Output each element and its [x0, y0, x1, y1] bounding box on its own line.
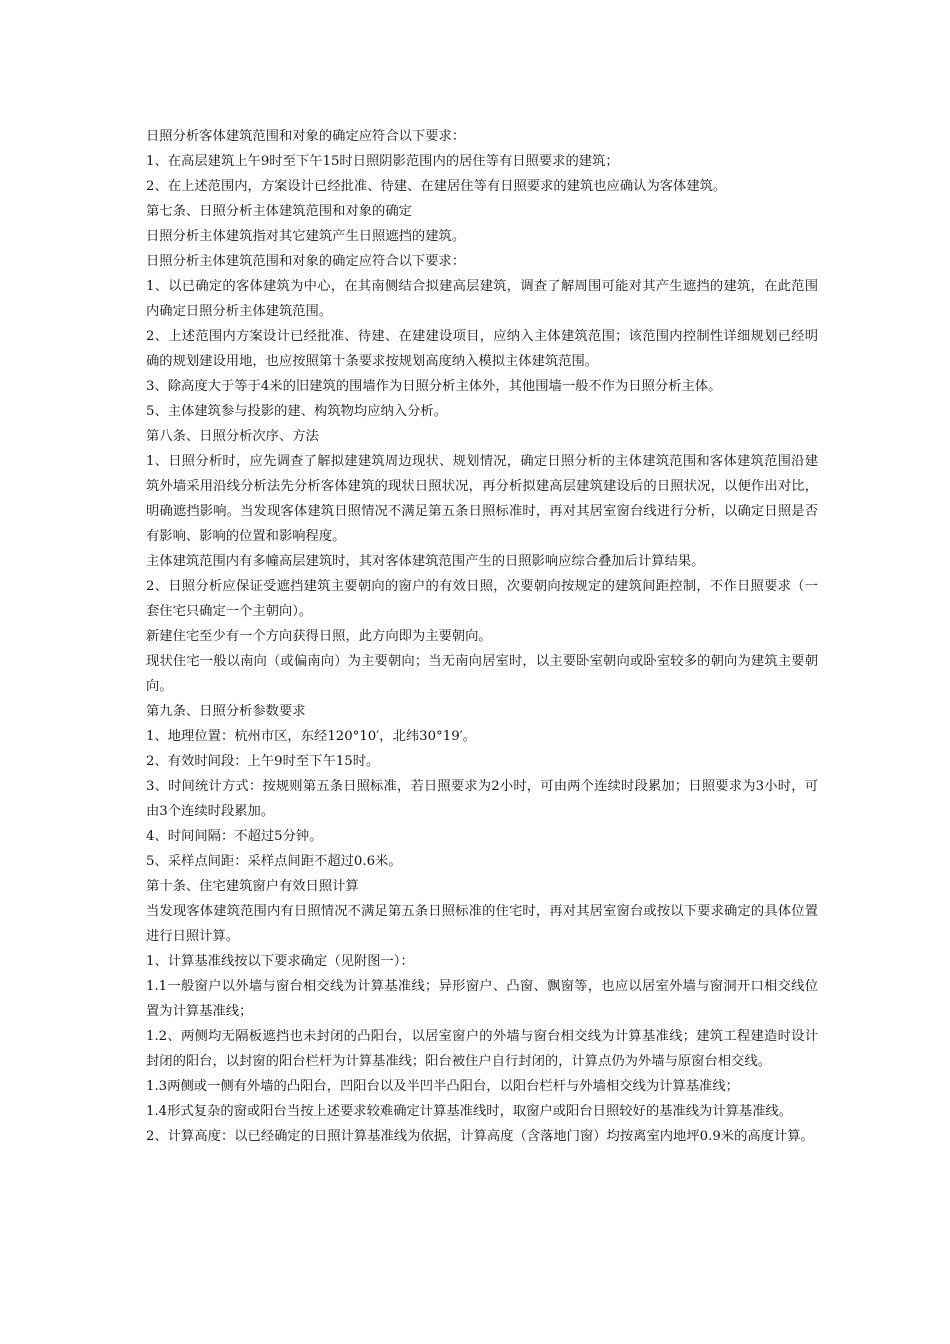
paragraph: 1.3两侧或一侧有外墙的凸阳台，凹阳台以及半凹半凸阳台，以阳台栏杆与外墙相交线为计算基准线； [146, 1079, 739, 1094]
paragraph: 1、日照分析时，应先调查了解拟建建筑周边现状、规划情况，确定日照分析的主体建筑范围和客体建筑范围沿建筑外墙采用沿线分析法先分析客体建筑的现状日照状况，再分析拟建高层建筑建设后的日照状况，以便作出对比，明确遮挡影响。当发现客体建筑日照情况不满足第五条日照标准时，再对其居室窗台线进行分析，以确定日照是否有影响、影响的位置和影响程度。 [146, 454, 818, 544]
section-heading: 第七条、日照分析主体建筑范围和对象的确定 [146, 204, 412, 219]
paragraph: 1、在高层建筑上午9时至下午15时日照阴影范围内的居住等有日照要求的建筑； [146, 154, 619, 169]
section-heading: 第十条、住宅建筑窗户有效日照计算 [146, 879, 359, 894]
paragraph: 2、上述范围内方案设计已经批准、待建、在建建设项目，应纳入主体建筑范围；该范围内控制性详细规划已经明确的规划建设用地，也应按照第十条要求按规划高度纳入模拟主体建筑范围。 [146, 329, 818, 369]
paragraph: 日照分析客体建筑范围和对象的确定应符合以下要求： [146, 129, 466, 144]
section-heading: 第八条、日照分析次序、方法 [146, 429, 319, 444]
paragraph: 5、主体建筑参与投影的建、构筑物均应纳入分析。 [146, 404, 447, 419]
paragraph: 1.4形式复杂的窗或阳台当按上述要求较难确定计算基准线时，取窗户或阳台日照较好的基准线为计算基准线。 [146, 1104, 793, 1119]
document-body [146, 124, 818, 1149]
paragraph: 1、计算基准线按以下要求确定（见附图一）： [146, 954, 414, 969]
paragraph: 日照分析主体建筑指对其它建筑产生日照遮挡的建筑。 [146, 229, 466, 244]
paragraph: 新建住宅至少有一个方向获得日照，此方向即为主要朝向。 [146, 629, 492, 644]
paragraph: 4、时间间隔：不超过5分钟。 [146, 829, 323, 844]
paragraph: 2、有效时间段：上午9时至下午15时。 [146, 754, 380, 769]
paragraph: 日照分析主体建筑范围和对象的确定应符合以下要求： [146, 254, 466, 269]
paragraph: 3、除高度大于等于4米的旧建筑的围墙作为日照分析主体外，其他围墙一般不作为日照分析主体。 [146, 379, 722, 394]
paragraph: 1、以已确定的客体建筑为中心，在其南侧结合拟建高层建筑，调查了解周围可能对其产生遮挡的建筑，在此范围内确定日照分析主体建筑范围。 [146, 279, 818, 319]
paragraph: 现状住宅一般以南向（或偏南向）为主要朝向；当无南向居室时，以主要卧室朝向或卧室较多的朝向为建筑主要朝向。 [146, 654, 818, 694]
paragraph: 2、在上述范围内，方案设计已经批准、待建、在建居住等有日照要求的建筑也应确认为客体建筑。 [146, 179, 727, 194]
paragraph: 1、地理位置：杭州市区，东经120°10′，北纬30°19′。 [146, 729, 476, 744]
paragraph: 3、时间统计方式：按规则第五条日照标准，若日照要求为2小时，可由两个连续时段累加；日照要求为3小时，可由3个连续时段累加。 [146, 779, 818, 819]
section-heading: 第九条、日照分析参数要求 [146, 704, 306, 719]
paragraph: 1.1一般窗户以外墙与窗台相交线为计算基准线；异形窗户、凸窗、飘窗等，也应以居室外墙与窗洞开口相交线位置为计算基准线； [146, 979, 818, 1019]
paragraph: 当发现客体建筑范围内有日照情况不满足第五条日照标准的住宅时，再对其居室窗台或按以下要求确定的具体位置进行日照计算。 [146, 904, 818, 944]
paragraph: 5、采样点间距：采样点间距不超过0.6米。 [146, 854, 402, 869]
paragraph: 2、计算高度：以已经确定的日照计算基准线为依据，计算高度（含落地门窗）均按离室内地坪0.9米的高度计算。 [146, 1129, 814, 1144]
paragraph: 主体建筑范围内有多幢高层建筑时，其对客体建筑范围产生的日照影响应综合叠加后计算结果。 [146, 554, 705, 569]
paragraph: 1.2、两侧均无隔板遮挡也未封闭的凸阳台，以居室窗户的外墙与窗台相交线为计算基准线；建筑工程建造时设计封闭的阳台，以封窗的阳台栏杆为计算基准线；阳台被住户自行封闭的，计算点仍为外墙与原窗台相交线。 [146, 1029, 818, 1069]
paragraph: 2、日照分析应保证受遮挡建筑主要朝向的窗户的有效日照，次要朝向按规定的建筑间距控制，不作日照要求（一套住宅只确定一个主朝向）。 [146, 579, 818, 619]
